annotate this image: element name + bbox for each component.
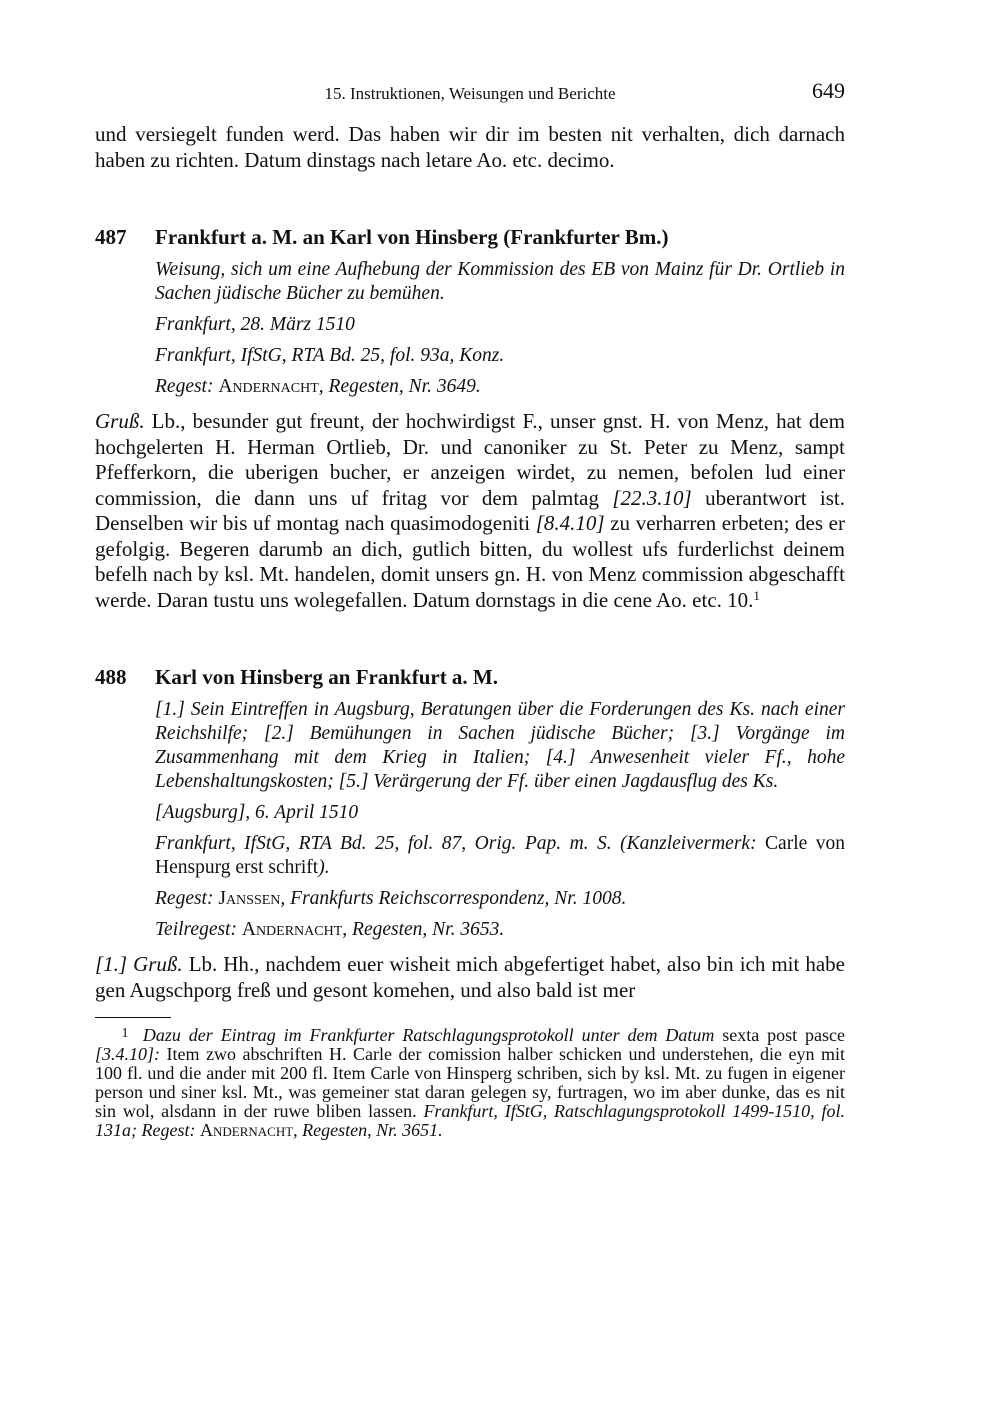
text-segment: Lb., besunder gut freunt, der hochwirdigst F., unser gnst. H. von Menz, hat dem hochgelerten H. Herman Ortlieb, Dr. und canoniker zu St. Peter zu Menz, sampt Pfefferkorn, die uberigen bucher, er anzeigen wirdet, zu nemen, befolen lud einer commission, die dann uns uf fritag vor dem palmtag (95, 409, 845, 510)
source-text: ). (318, 857, 330, 878)
footnote-number: 1 (121, 1026, 129, 1041)
entry-487-metadata (155, 258, 845, 399)
page-number: 649 (812, 78, 845, 103)
footnote (95, 1024, 845, 1140)
entry-488-heading (95, 665, 845, 690)
source-note: Carle von Henspurg erst schrift (155, 833, 845, 878)
teilregest-label: Teilregest: (155, 919, 237, 940)
source-text: Frankfurt, IfStG, RTA Bd. 25, fol. 87, Orig. Pap. m. S. (Kanzleivermerk: (155, 833, 766, 854)
text-segment: zu verharren erbeten; des er gefolgig. Begeren darumb an dich, gutlich bitten, du wollest ufs furderlichst deinem befelh nach by ksl. Mt. handelen, domit unsers gn. H. von Menz commission abgeschafft werde. Daran tustu uns wolegefallen. Datum dornstags in die cene Ao. etc. 10. (95, 511, 845, 612)
entry-regest (155, 375, 845, 399)
entry-number: 487 (95, 225, 127, 249)
entry-487-text (95, 409, 845, 613)
running-head (95, 78, 845, 110)
footnote-marker: 1 (753, 587, 760, 603)
regest-label: Regest: (155, 376, 214, 397)
footnote-divider (95, 1017, 171, 1018)
footnote-lead: Dazu der Eintrag im Frankfurter Ratschlagungsprotokoll unter dem Datum (142, 1025, 715, 1045)
entry-date: Frankfurt, 28. März 1510 (155, 314, 355, 335)
entry-summary: [1.] Sein Eintreffen in Augsburg, Beratungen über die Forderungen des Ks. nach einer Reichshilfe; [2.] Bemühungen in Sachen jüdische Bücher; [3.] Vorgänge im Zusammenhang mit dem Krieg in Italien; [4.] Anwesenheit vieler Ff., hohe Lebenshaltungskosten; [5.] Verärgerung der Ff. über einen Jagdausflug des Ks. (155, 699, 845, 792)
entry-487-heading (95, 225, 845, 250)
running-head-title: 15. Instruktionen, Weisungen und Berichte (324, 84, 616, 103)
regest-reference: , Regesten, Nr. 3649. (318, 376, 481, 397)
date-reference: [3.4.10]: (95, 1044, 161, 1064)
text-lead: Gruß. (95, 409, 145, 433)
entry-teilregest (155, 918, 845, 942)
regest-label: Regest: (155, 888, 214, 909)
text-segment: uberantwort ist. Denselben wir bis uf montag nach quasimodogeniti (95, 485, 845, 535)
teilregest-author: Andernacht (241, 919, 343, 940)
teilregest-reference: , Regesten, Nr. 3653. (342, 919, 505, 940)
document-page (95, 78, 845, 1140)
entry-source: Frankfurt, IfStG, RTA Bd. 25, fol. 93a, Konz. (155, 345, 505, 366)
entry-number: 488 (95, 665, 127, 689)
entry-date: [Augsburg], 6. April 1510 (155, 802, 359, 823)
date-reference: [8.4.10] (535, 511, 605, 535)
entry-488-metadata (155, 698, 845, 942)
entry-summary: Weisung, sich um eine Aufhebung der Kommission des EB von Mainz für Dr. Ortlieb in Sachen jüdische Bücher zu bemühen. (155, 259, 845, 304)
footnote-source: Frankfurt, IfStG, Ratschlagungsprotokoll 1499-1510, fol. 131a; (95, 1101, 845, 1140)
regest-author: Andernacht (218, 376, 319, 397)
text-segment: Lb. Hh., nachdem euer wisheit mich abgefertiget habet, also bin ich mit habe gen Augschporg freß und gesont komehen, und also bald ist mer (95, 952, 845, 1002)
footnote-text: sexta post pasce (714, 1025, 846, 1045)
entry-title: Frankfurt a. M. an Karl von Hinsberg (Frankfurter Bm.) (155, 225, 669, 249)
entry-488-text (95, 952, 845, 1003)
regest-reference: , Regesten, Nr. 3651. (293, 1120, 443, 1140)
date-reference: [22.3.10] (612, 485, 692, 510)
continuation-paragraph: und versiegelt funden werd. Das haben wir dir im besten nit verhalten, dich darnach haben zu richten. Datum dinstags nach letare Ao. etc. decimo. (95, 122, 845, 172)
regest-author: Andernacht (199, 1120, 294, 1140)
entry-source (155, 832, 845, 880)
entry-regest (155, 887, 845, 911)
footnote-text: Item zwo abschriften H. Carle der comission halber schicken und understehen, die eyn mit 100 fl. und die ander mit 200 fl. Item Carle von Hinsperg schriben, sich by ksl. Mt. zu fugen in eigener person und siner ksl. Mt., was gemeiner stat daran gelegen sy, furtragen, wo im aber dunke, das es nit sin wol, alsdann in der ruwe bliben lassen. (95, 1044, 845, 1121)
regest-label: Regest: (141, 1120, 196, 1140)
entry-title: Karl von Hinsberg an Frankfurt a. M. (155, 665, 499, 689)
regest-reference: , Frankfurts Reichscorrespondenz, Nr. 1008. (280, 888, 627, 909)
text-lead: [1.] Gruß. (95, 952, 183, 976)
regest-author: Janssen (218, 888, 281, 909)
